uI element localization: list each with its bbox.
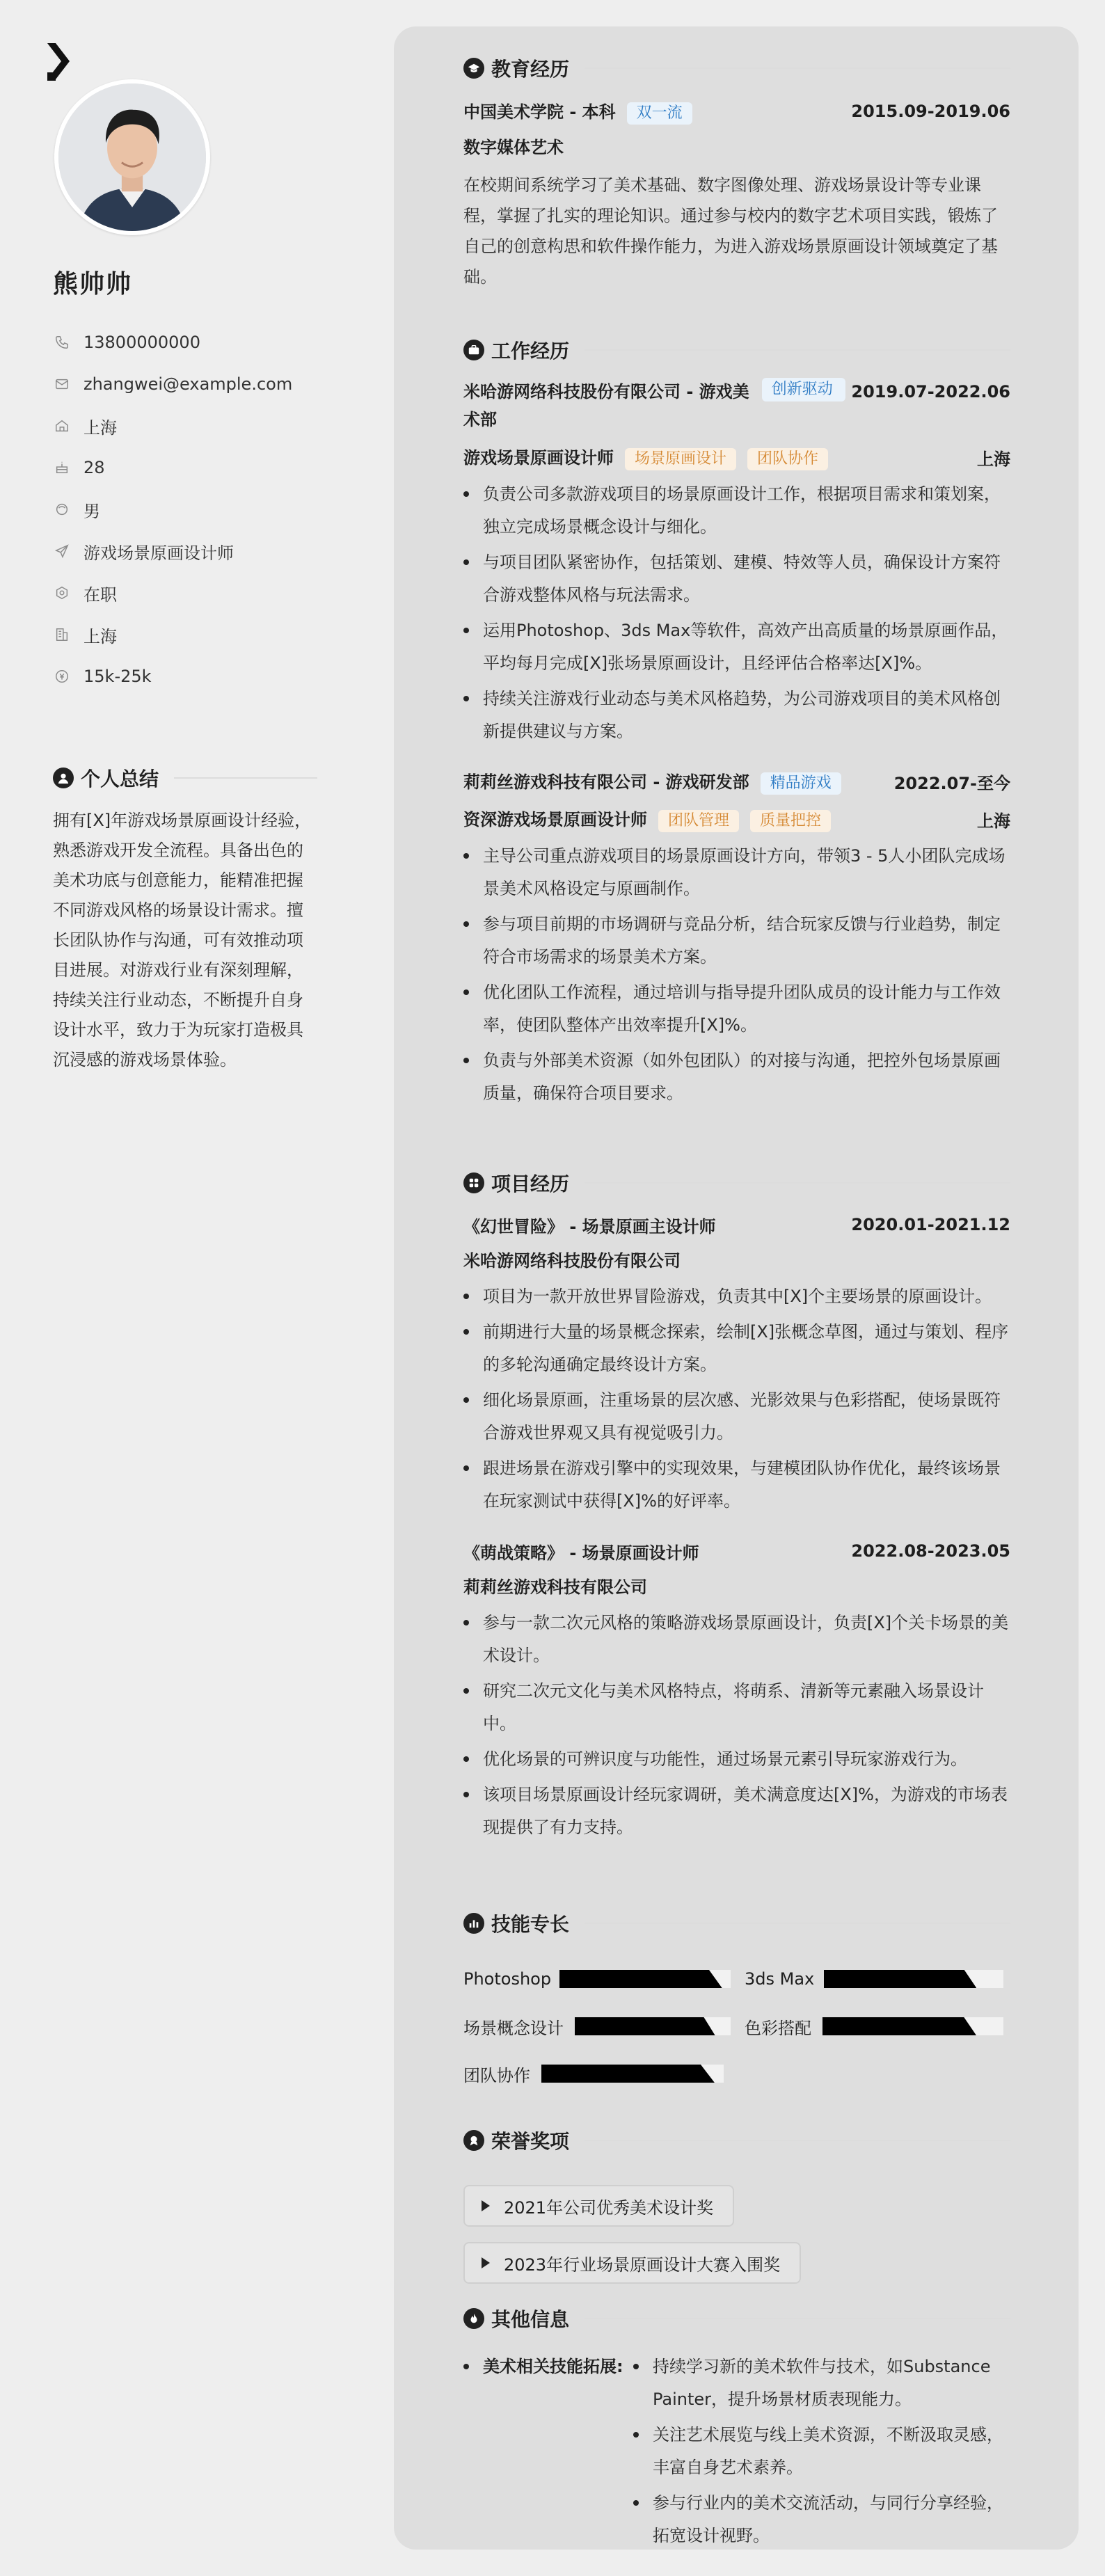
salary-row <box>53 655 331 697</box>
salary-text: 15k-25k <box>84 667 152 686</box>
mail-icon <box>53 375 71 393</box>
project-header <box>463 1211 1010 1239</box>
gender-icon <box>53 500 71 518</box>
other-list <box>633 2351 1010 2555</box>
school-name: 中国美术学院 - 本科 <box>463 102 616 122</box>
other-section <box>463 2305 1010 2555</box>
major: 数字媒体艺术 <box>463 138 564 157</box>
home-icon <box>53 417 71 435</box>
divider <box>585 1182 1010 1184</box>
other-heading <box>463 2305 1010 2332</box>
location-row <box>53 405 331 447</box>
divider <box>585 67 1010 69</box>
skills-heading-wrap <box>463 1909 1010 1937</box>
job-bullets <box>463 478 1010 748</box>
skill-fill <box>822 2017 976 2035</box>
projects-heading <box>463 1169 1010 1197</box>
email-row <box>53 363 331 405</box>
divider <box>585 2318 1010 2319</box>
phone-row <box>53 321 331 363</box>
job-bullets <box>463 840 1010 1110</box>
main-panel <box>394 26 1079 2550</box>
list-item: 细化场景原画，注重场景的层次感、光影效果与色彩搭配，使场景既符合游戏世界观又具有视觉吸引力。 <box>463 1384 1010 1449</box>
education-desc: 在校期间系统学习了美术基础、数字图像处理、游戏场景设计等专业课程，掌握了扎实的理论知识。通过参与校内的数字艺术项目实践，锻炼了自己的创意构思和软件操作能力，为进入游戏场景原画设计领域奠定了基础。 <box>463 175 998 287</box>
job-tag: 精品游戏 <box>761 772 841 795</box>
status-text: 在职 <box>84 585 117 605</box>
skill-name: 色彩搭配 <box>745 2018 811 2038</box>
role-tag: 团队管理 <box>658 810 739 832</box>
grid-icon <box>463 1172 484 1193</box>
list-item: 主导公司重点游戏项目的场景原画设计方向，带领3 - 5人小团队完成场景美术风格设定与原画制作。 <box>463 840 1010 905</box>
education-title: 教育经历 <box>491 58 570 81</box>
list-item: 跟进场景在游戏引擎中的实现效果，与建模团队协作优化，最终该场景在玩家测试中获得[X]%的好评率。 <box>463 1452 1010 1518</box>
divider <box>585 1923 1010 1924</box>
send-icon <box>53 542 71 560</box>
skill-fill <box>824 1970 976 1988</box>
education-date: 2015.09-2019.06 <box>851 102 1010 121</box>
chart-icon <box>463 1913 484 1934</box>
education-row <box>463 97 1010 125</box>
flame-icon <box>463 2308 484 2329</box>
work-title: 工作经历 <box>491 340 570 363</box>
divider <box>585 349 1010 351</box>
list-item: 负责公司多款游戏项目的场景原画设计工作，根据项目需求和策划案，独立完成场景概念设计与细化。 <box>463 478 1010 543</box>
work-city-row <box>53 614 331 655</box>
job-city: 上海 <box>977 811 1010 831</box>
project-date: 2020.01-2021.12 <box>851 1215 1010 1234</box>
education-heading <box>463 54 1010 82</box>
work-heading <box>463 336 1010 364</box>
awards-title: 荣誉奖项 <box>491 2130 570 2153</box>
avatar <box>54 79 210 235</box>
position-text: 游戏场景原画设计师 <box>84 543 234 563</box>
phone-text: 13800000000 <box>84 333 200 352</box>
job-role: 资深游戏场景原画设计师 <box>463 810 647 829</box>
skills-heading <box>463 1909 1010 1937</box>
phone-icon <box>53 333 71 351</box>
age-text: 28 <box>84 458 105 477</box>
job-city: 上海 <box>977 449 1010 469</box>
awards-heading <box>463 2126 1010 2154</box>
email-text: zhangwei@example.com <box>84 374 293 394</box>
job-header <box>463 768 1010 795</box>
list-item: 该项目场景原画设计经玩家调研，美术满意度达[X]%，为游戏的市场表现提供了有力支持。 <box>463 1779 1010 1844</box>
award-text: 2021年公司优秀美术设计奖 <box>504 2197 714 2218</box>
building-icon <box>53 626 71 644</box>
skill-name: 3ds Max <box>745 1969 815 1989</box>
status-icon <box>53 584 71 602</box>
other-title: 其他信息 <box>491 2308 570 2331</box>
award-item <box>463 2185 734 2227</box>
awards-heading-wrap <box>463 2126 1010 2154</box>
job-role-line <box>463 806 831 832</box>
role-tag: 团队协作 <box>747 448 828 470</box>
list-item: 项目为一款开放世界冒险游戏，负责其中[X]个主要场景的原画设计。 <box>463 1280 1010 1313</box>
triangle-right-icon <box>482 2257 490 2268</box>
skill-name: 团队协作 <box>463 2065 530 2085</box>
summary-title: 个人总结 <box>81 768 159 790</box>
gender-text: 男 <box>84 501 100 521</box>
divider <box>585 2140 1010 2141</box>
project-company: 莉莉丝游戏科技有限公司 <box>463 1577 647 1597</box>
job-role-row <box>463 805 1010 833</box>
skills-title: 技能专长 <box>491 1913 570 1936</box>
job-header <box>463 378 1010 434</box>
logo-icon <box>46 42 71 84</box>
list-item: 负责与外部美术资源（如外包团队）的对接与沟通，把控外包场景原画质量，确保符合项目要求。 <box>463 1044 1010 1110</box>
project-date: 2022.08-2023.05 <box>851 1541 1010 1561</box>
skill-bar <box>541 2065 724 2083</box>
project-bullets <box>463 1280 1010 1518</box>
project-bullets <box>463 1607 1010 1844</box>
location-text: 上海 <box>84 418 117 438</box>
gender-row <box>53 488 331 530</box>
graduation-cap-icon <box>463 58 484 79</box>
project-1 <box>463 1211 1010 1518</box>
skill-bar <box>822 2017 1003 2035</box>
role-tag: 场景原画设计 <box>625 448 736 470</box>
job-role-line <box>463 444 828 470</box>
summary-section <box>53 764 317 1075</box>
job-date: 2022.07-至今 <box>893 773 1010 793</box>
list-item: 与项目团队紧密协作，包括策划、建模、特效等人员，确保设计方案符合游戏整体风格与玩法需求。 <box>463 546 1010 612</box>
award-item <box>463 2242 801 2284</box>
job-date: 2019.07-2022.06 <box>851 382 1010 401</box>
list-item: 前期进行大量的场景概念探索，绘制[X]张概念草图，通过与策划、程序的多轮沟通确定最终设计方案。 <box>463 1316 1010 1381</box>
award-icon <box>463 2130 484 2151</box>
list-item: 关注艺术展览与线上美术资源，不断汲取灵感，丰富自身艺术素养。 <box>633 2419 1010 2484</box>
other-content <box>463 2351 1010 2555</box>
job-1 <box>463 378 1010 748</box>
status-row <box>53 572 331 614</box>
project-2 <box>463 1537 1010 1844</box>
work-city-text: 上海 <box>84 626 117 646</box>
list-item: 参与行业内的美术交流活动，与同行分享经验，拓宽设计视野。 <box>633 2487 1010 2552</box>
summary-heading <box>53 764 317 792</box>
list-item: 优化团队工作流程，通过培训与指导提升团队成员的设计能力与工作效率，使团队整体产出效率提升[X]%。 <box>463 976 1010 1042</box>
other-label-list <box>463 2351 633 2555</box>
award-text: 2023年行业场景原画设计大赛入围奖 <box>504 2255 781 2275</box>
skill-fill <box>559 1970 722 1988</box>
project-header <box>463 1537 1010 1565</box>
list-item: 运用Photoshop、3ds Max等软件，高效产出高质量的场景原画作品，平均每月完成[X]张场景原画设计，且经评估合格率达[X]%。 <box>463 614 1010 680</box>
money-icon <box>53 667 71 685</box>
project-company: 米哈游网络科技股份有限公司 <box>463 1251 681 1271</box>
job-company: 莉莉丝游戏科技有限公司 - 游戏研发部 <box>463 772 749 792</box>
skill-bar <box>575 2017 731 2035</box>
skill-bar <box>824 1970 1003 1988</box>
divider <box>174 777 317 779</box>
position-row <box>53 530 331 572</box>
role-tag: 质量把控 <box>750 810 831 832</box>
job-2 <box>463 768 1010 1110</box>
cake-icon <box>53 459 71 477</box>
school-tag: 双一流 <box>627 102 692 125</box>
briefcase-icon <box>463 340 484 360</box>
skill-name: 场景概念设计 <box>463 2018 564 2038</box>
project-name: 《萌战策略》 - 场景原画设计师 <box>463 1543 699 1563</box>
list-item: 优化场景的可辨识度与功能性，通过场景元素引导玩家游戏行为。 <box>463 1743 1010 1776</box>
other-label: 美术相关技能拓展: <box>463 2351 633 2383</box>
list-item: 持续关注游戏行业动态与美术风格趋势，为公司游戏项目的美术风格创新提供建议与方案。 <box>463 683 1010 748</box>
list-item: 参与项目前期的市场调研与竞品分析，结合玩家反馈与行业趋势，制定符合市场需求的场景美术方案。 <box>463 908 1010 973</box>
age-row <box>53 447 331 488</box>
triangle-right-icon <box>482 2200 490 2211</box>
candidate-name: 熊帅帅 <box>53 270 133 299</box>
job-role: 游戏场景原画设计师 <box>463 448 614 468</box>
skill-fill <box>541 2065 715 2083</box>
job-company-line <box>463 768 841 795</box>
job-tag: 创新驱动 <box>762 378 845 401</box>
user-icon <box>53 768 74 788</box>
list-item: 研究二次元文化与美术风格特点，将萌系、清新等元素融入场景设计中。 <box>463 1675 1010 1740</box>
job-company: 米哈游网络科技股份有限公司 - 游戏美术部 <box>463 382 749 429</box>
job-role-row <box>463 443 1010 471</box>
skill-fill <box>575 2017 715 2035</box>
summary-text: 拥有[X]年游戏场景原画设计经验，熟悉游戏开发全流程。具备出色的美术功底与创意能力，能精准把握不同游戏风格的场景设计需求。擅长团队协作与沟通，可有效推动项目进展。对游戏行业有深刻理解，持续关注行业动态，不断提升自身设计水平，致力于为玩家打造极具沉浸感的游戏场景体验。 <box>53 811 312 1070</box>
list-item: 持续学习新的美术软件与技术，如Substance Painter，提升场景材质表现能力。 <box>633 2351 1010 2416</box>
projects-title: 项目经历 <box>491 1172 570 1195</box>
school-line <box>463 98 692 125</box>
skill-bar <box>559 1970 731 1988</box>
list-item: 参与一款二次元风格的策略游戏场景原画设计，负责[X]个关卡场景的美术设计。 <box>463 1607 1010 1672</box>
work-section <box>463 336 1010 1113</box>
projects-section <box>463 1169 1010 1847</box>
contact-info <box>53 321 331 697</box>
education-section <box>463 54 1010 292</box>
project-name: 《幻世冒险》 - 场景原画主设计师 <box>463 1216 716 1237</box>
skill-name: Photoshop <box>463 1969 552 1989</box>
